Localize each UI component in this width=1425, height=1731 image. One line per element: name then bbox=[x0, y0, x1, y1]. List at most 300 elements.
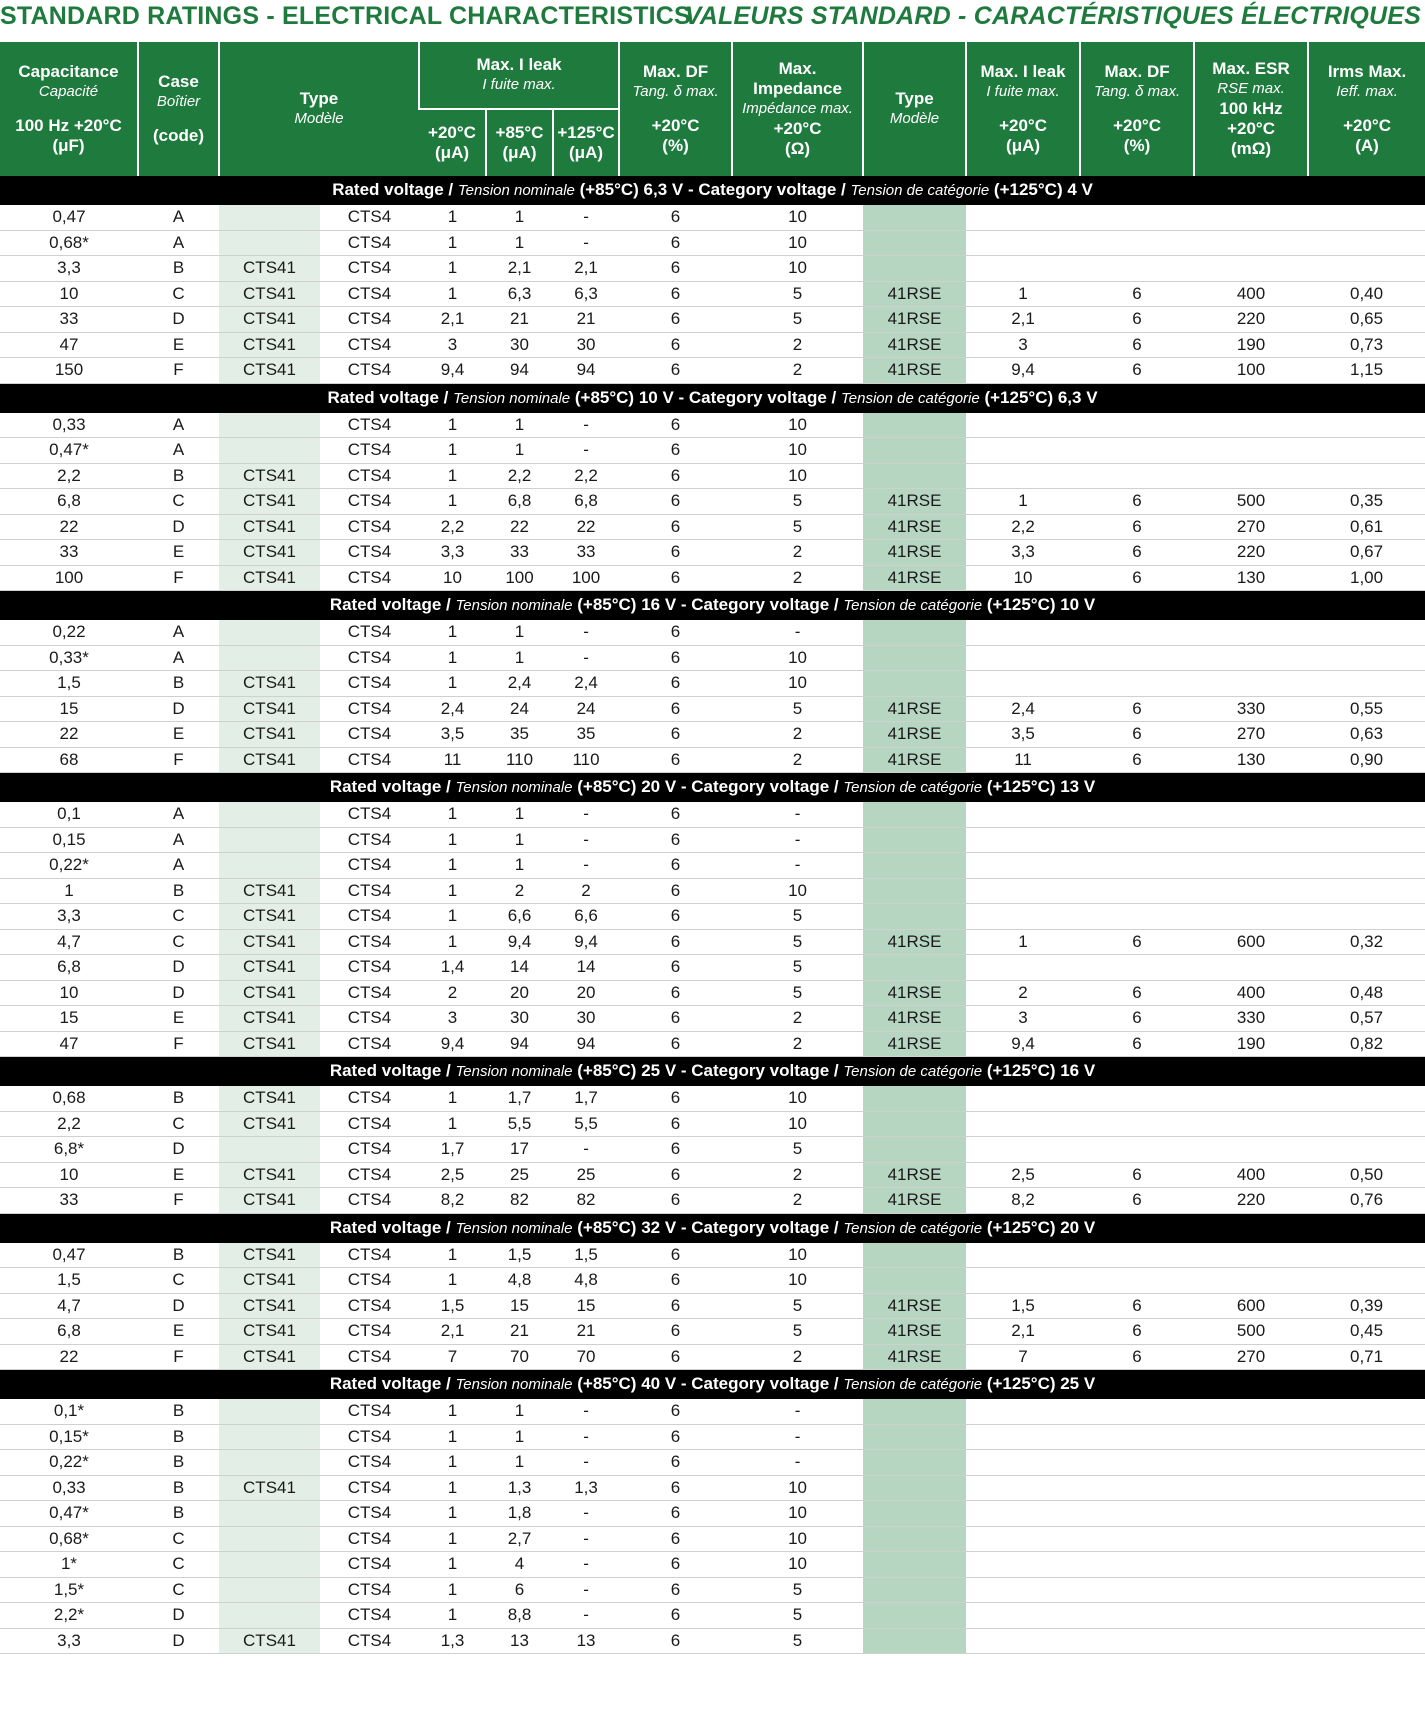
table-row bbox=[0, 358, 1425, 384]
cell-type-41rse: 41RSE bbox=[863, 1188, 966, 1214]
cell-ileak-85c: 1 bbox=[486, 230, 553, 256]
cell-ileak-85c: 6,6 bbox=[486, 904, 553, 930]
cell-df-2: 6 bbox=[1080, 358, 1194, 384]
cell-impedance: - bbox=[732, 1424, 863, 1450]
cell-type-41rse bbox=[863, 1399, 966, 1424]
table-row bbox=[0, 1399, 1425, 1424]
table-row bbox=[0, 307, 1425, 333]
cell-irms bbox=[1308, 853, 1425, 879]
cell-case: B bbox=[138, 1475, 219, 1501]
cell-impedance: 5 bbox=[732, 904, 863, 930]
cell-ileak-2 bbox=[966, 904, 1080, 930]
cell-capacitance: 0,33* bbox=[0, 645, 138, 671]
table-row bbox=[0, 205, 1425, 230]
cell-irms bbox=[1308, 802, 1425, 827]
cell-case: E bbox=[138, 1162, 219, 1188]
cell-type-41rse: 41RSE bbox=[863, 1031, 966, 1057]
cell-case: A bbox=[138, 645, 219, 671]
cell-irms bbox=[1308, 1450, 1425, 1476]
cell-esr: 130 bbox=[1194, 565, 1308, 591]
cell-irms: 0,63 bbox=[1308, 722, 1425, 748]
cell-type-41rse bbox=[863, 230, 966, 256]
cell-type-cts4: CTS4 bbox=[320, 696, 419, 722]
cell-type-41rse: 41RSE bbox=[863, 1319, 966, 1345]
cell-irms: 0,90 bbox=[1308, 747, 1425, 773]
cell-irms: 0,55 bbox=[1308, 696, 1425, 722]
cell-esr: 270 bbox=[1194, 722, 1308, 748]
cell-esr bbox=[1194, 1086, 1308, 1111]
cell-ileak-2: 9,4 bbox=[966, 1031, 1080, 1057]
table-row bbox=[0, 1188, 1425, 1214]
cell-capacitance: 47 bbox=[0, 332, 138, 358]
cell-irms: 0,65 bbox=[1308, 307, 1425, 333]
cell-df: 6 bbox=[619, 1111, 732, 1137]
cell-ileak-125c: - bbox=[553, 645, 619, 671]
cell-ileak-85c: 1 bbox=[486, 827, 553, 853]
cell-capacitance: 2,2 bbox=[0, 463, 138, 489]
cell-capacitance: 3,3 bbox=[0, 904, 138, 930]
cell-capacitance: 0,22 bbox=[0, 620, 138, 645]
cell-df-2 bbox=[1080, 645, 1194, 671]
cell-esr: 130 bbox=[1194, 747, 1308, 773]
cell-ileak-125c: 13 bbox=[553, 1628, 619, 1654]
header-capacitance: Capacitance Capacité 100 Hz +20°C (μF) bbox=[0, 42, 138, 176]
cell-ileak-2 bbox=[966, 413, 1080, 438]
table-row bbox=[0, 955, 1425, 981]
cell-type-41rse bbox=[863, 413, 966, 438]
cell-ileak-2 bbox=[966, 1399, 1080, 1424]
cell-capacitance: 1,5 bbox=[0, 671, 138, 697]
cell-type-cts41 bbox=[219, 205, 320, 230]
header-ileak-85c: +85°C (μA) bbox=[486, 109, 553, 176]
cell-ileak-125c: - bbox=[553, 1552, 619, 1578]
cell-ileak-85c: 1,8 bbox=[486, 1501, 553, 1527]
cell-df: 6 bbox=[619, 1552, 732, 1578]
cell-ileak-20c: 1 bbox=[419, 1424, 486, 1450]
cell-impedance: - bbox=[732, 802, 863, 827]
cell-df: 6 bbox=[619, 620, 732, 645]
cell-ileak-20c: 1 bbox=[419, 205, 486, 230]
table-row bbox=[0, 1268, 1425, 1294]
cell-df-2 bbox=[1080, 1111, 1194, 1137]
cell-ileak-125c: 9,4 bbox=[553, 929, 619, 955]
cell-df-2 bbox=[1080, 413, 1194, 438]
cell-type-cts4: CTS4 bbox=[320, 620, 419, 645]
header-type: Type Modèle bbox=[219, 42, 419, 176]
cell-impedance: 5 bbox=[732, 696, 863, 722]
cell-ileak-85c: 1 bbox=[486, 802, 553, 827]
cell-df: 6 bbox=[619, 489, 732, 515]
cell-ileak-85c: 22 bbox=[486, 514, 553, 540]
table-row bbox=[0, 671, 1425, 697]
cell-type-cts41: CTS41 bbox=[219, 1111, 320, 1137]
cell-esr bbox=[1194, 904, 1308, 930]
cell-ileak-20c: 1 bbox=[419, 438, 486, 464]
cell-type-41rse bbox=[863, 1577, 966, 1603]
cell-ileak-85c: 2 bbox=[486, 878, 553, 904]
cell-irms bbox=[1308, 256, 1425, 282]
cell-type-cts4: CTS4 bbox=[320, 671, 419, 697]
cell-ileak-20c: 1 bbox=[419, 489, 486, 515]
cell-ileak-85c: 4,8 bbox=[486, 1268, 553, 1294]
cell-capacitance: 22 bbox=[0, 1344, 138, 1370]
cell-capacitance: 68 bbox=[0, 747, 138, 773]
cell-capacitance: 0,33 bbox=[0, 413, 138, 438]
cell-type-cts4: CTS4 bbox=[320, 1399, 419, 1424]
cell-type-cts4: CTS4 bbox=[320, 1344, 419, 1370]
cell-type-41rse bbox=[863, 205, 966, 230]
cell-type-41rse: 41RSE bbox=[863, 565, 966, 591]
table-row bbox=[0, 489, 1425, 515]
page-title-fr: VALEURS STANDARD - CARACTÉRISTIQUES ÉLECTRIQUES bbox=[684, 2, 1421, 30]
cell-impedance: 10 bbox=[732, 1526, 863, 1552]
cell-type-cts41: CTS41 bbox=[219, 878, 320, 904]
cell-ileak-125c: - bbox=[553, 1424, 619, 1450]
cell-ileak-2 bbox=[966, 1552, 1080, 1578]
cell-ileak-85c: 30 bbox=[486, 1006, 553, 1032]
cell-df-2 bbox=[1080, 1137, 1194, 1163]
cell-type-cts4: CTS4 bbox=[320, 1031, 419, 1057]
cell-impedance: 10 bbox=[732, 878, 863, 904]
cell-type-cts41 bbox=[219, 1399, 320, 1424]
table-row bbox=[0, 853, 1425, 879]
cell-df-2 bbox=[1080, 1424, 1194, 1450]
cell-df-2 bbox=[1080, 1243, 1194, 1268]
cell-ileak-20c: 10 bbox=[419, 565, 486, 591]
cell-capacitance: 150 bbox=[0, 358, 138, 384]
cell-type-41rse: 41RSE bbox=[863, 1006, 966, 1032]
cell-df-2 bbox=[1080, 230, 1194, 256]
cell-type-41rse bbox=[863, 1628, 966, 1654]
cell-type-cts41: CTS41 bbox=[219, 332, 320, 358]
cell-ileak-85c: 2,4 bbox=[486, 671, 553, 697]
cell-impedance: - bbox=[732, 1450, 863, 1476]
cell-ileak-125c: - bbox=[553, 1450, 619, 1476]
cell-ileak-2: 11 bbox=[966, 747, 1080, 773]
cell-type-cts4: CTS4 bbox=[320, 205, 419, 230]
cell-ileak-2: 1 bbox=[966, 281, 1080, 307]
cell-impedance: 5 bbox=[732, 307, 863, 333]
cell-ileak-2: 3 bbox=[966, 332, 1080, 358]
cell-type-cts41 bbox=[219, 1501, 320, 1527]
cell-df-2: 6 bbox=[1080, 1188, 1194, 1214]
cell-esr bbox=[1194, 1501, 1308, 1527]
cell-capacitance: 0,68 bbox=[0, 1086, 138, 1111]
cell-ileak-85c: 1 bbox=[486, 853, 553, 879]
cell-case: B bbox=[138, 1243, 219, 1268]
cell-ileak-125c: 2,1 bbox=[553, 256, 619, 282]
cell-df: 6 bbox=[619, 281, 732, 307]
cell-type-41rse bbox=[863, 878, 966, 904]
cell-type-cts4: CTS4 bbox=[320, 827, 419, 853]
cell-capacitance: 100 bbox=[0, 565, 138, 591]
header-ileak-125c: +125°C (μA) bbox=[553, 109, 619, 176]
cell-case: B bbox=[138, 1424, 219, 1450]
cell-capacitance: 33 bbox=[0, 307, 138, 333]
cell-impedance: - bbox=[732, 853, 863, 879]
table-row bbox=[0, 802, 1425, 827]
cell-ileak-20c: 1 bbox=[419, 878, 486, 904]
cell-ileak-85c: 1,7 bbox=[486, 1086, 553, 1111]
ratings-table bbox=[0, 42, 1425, 1654]
cell-case: C bbox=[138, 1577, 219, 1603]
cell-ileak-2: 3,5 bbox=[966, 722, 1080, 748]
cell-type-cts4: CTS4 bbox=[320, 1552, 419, 1578]
header-type-2: Type Modèle bbox=[863, 42, 966, 176]
cell-capacitance: 10 bbox=[0, 281, 138, 307]
cell-ileak-2 bbox=[966, 438, 1080, 464]
cell-df-2 bbox=[1080, 1475, 1194, 1501]
table-row bbox=[0, 929, 1425, 955]
cell-df-2 bbox=[1080, 1399, 1194, 1424]
cell-impedance: 2 bbox=[732, 1188, 863, 1214]
cell-irms bbox=[1308, 1526, 1425, 1552]
cell-case: D bbox=[138, 1628, 219, 1654]
cell-type-cts4: CTS4 bbox=[320, 955, 419, 981]
table-row bbox=[0, 747, 1425, 773]
cell-case: A bbox=[138, 827, 219, 853]
cell-df: 6 bbox=[619, 955, 732, 981]
cell-type-cts41 bbox=[219, 1603, 320, 1629]
cell-capacitance: 4,7 bbox=[0, 929, 138, 955]
table-row bbox=[0, 1603, 1425, 1629]
cell-df-2 bbox=[1080, 463, 1194, 489]
cell-df-2 bbox=[1080, 853, 1194, 879]
cell-irms: 0,57 bbox=[1308, 1006, 1425, 1032]
cell-df: 6 bbox=[619, 904, 732, 930]
cell-df: 6 bbox=[619, 802, 732, 827]
cell-ileak-85c: 6 bbox=[486, 1577, 553, 1603]
cell-df-2 bbox=[1080, 827, 1194, 853]
cell-ileak-85c: 82 bbox=[486, 1188, 553, 1214]
cell-df: 6 bbox=[619, 1188, 732, 1214]
cell-ileak-20c: 1 bbox=[419, 1243, 486, 1268]
table-row bbox=[0, 1006, 1425, 1032]
cell-capacitance: 22 bbox=[0, 514, 138, 540]
cell-type-41rse bbox=[863, 904, 966, 930]
cell-ileak-125c: - bbox=[553, 1501, 619, 1527]
cell-case: F bbox=[138, 1344, 219, 1370]
cell-type-cts4: CTS4 bbox=[320, 1137, 419, 1163]
cell-type-cts4: CTS4 bbox=[320, 1628, 419, 1654]
cell-capacitance: 1* bbox=[0, 1552, 138, 1578]
cell-impedance: 5 bbox=[732, 1577, 863, 1603]
section-heading bbox=[0, 383, 1425, 413]
cell-irms: 0,50 bbox=[1308, 1162, 1425, 1188]
cell-impedance: 5 bbox=[732, 1137, 863, 1163]
cell-case: C bbox=[138, 489, 219, 515]
cell-ileak-2 bbox=[966, 1111, 1080, 1137]
cell-ileak-20c: 1 bbox=[419, 645, 486, 671]
cell-impedance: 5 bbox=[732, 514, 863, 540]
cell-ileak-20c: 1,7 bbox=[419, 1137, 486, 1163]
cell-type-cts41: CTS41 bbox=[219, 540, 320, 566]
cell-ileak-125c: 21 bbox=[553, 1319, 619, 1345]
cell-type-41rse: 41RSE bbox=[863, 929, 966, 955]
cell-impedance: 2 bbox=[732, 1031, 863, 1057]
cell-type-cts4: CTS4 bbox=[320, 438, 419, 464]
cell-case: C bbox=[138, 904, 219, 930]
cell-ileak-20c: 3 bbox=[419, 332, 486, 358]
cell-type-cts41 bbox=[219, 1424, 320, 1450]
cell-type-41rse bbox=[863, 438, 966, 464]
cell-irms: 0,71 bbox=[1308, 1344, 1425, 1370]
cell-capacitance: 0,33 bbox=[0, 1475, 138, 1501]
cell-ileak-125c: 6,6 bbox=[553, 904, 619, 930]
cell-impedance: 10 bbox=[732, 1501, 863, 1527]
cell-type-cts41 bbox=[219, 1577, 320, 1603]
cell-type-cts4: CTS4 bbox=[320, 878, 419, 904]
cell-esr bbox=[1194, 1552, 1308, 1578]
cell-df: 6 bbox=[619, 1268, 732, 1294]
cell-type-41rse: 41RSE bbox=[863, 307, 966, 333]
cell-case: F bbox=[138, 565, 219, 591]
table-row bbox=[0, 1552, 1425, 1578]
cell-df-2: 6 bbox=[1080, 929, 1194, 955]
table-row bbox=[0, 256, 1425, 282]
cell-type-cts4: CTS4 bbox=[320, 1319, 419, 1345]
cell-capacitance: 4,7 bbox=[0, 1293, 138, 1319]
cell-capacitance: 1 bbox=[0, 878, 138, 904]
cell-ileak-125c: 110 bbox=[553, 747, 619, 773]
cell-ileak-2 bbox=[966, 1628, 1080, 1654]
cell-impedance: 10 bbox=[732, 1552, 863, 1578]
cell-esr bbox=[1194, 1475, 1308, 1501]
cell-irms bbox=[1308, 671, 1425, 697]
cell-ileak-125c: 5,5 bbox=[553, 1111, 619, 1137]
cell-type-cts4: CTS4 bbox=[320, 281, 419, 307]
cell-capacitance: 6,8 bbox=[0, 489, 138, 515]
table-row bbox=[0, 230, 1425, 256]
cell-ileak-85c: 100 bbox=[486, 565, 553, 591]
cell-type-cts41 bbox=[219, 620, 320, 645]
cell-type-cts4: CTS4 bbox=[320, 463, 419, 489]
cell-esr bbox=[1194, 802, 1308, 827]
cell-impedance: 10 bbox=[732, 230, 863, 256]
cell-impedance: 5 bbox=[732, 929, 863, 955]
cell-case: D bbox=[138, 307, 219, 333]
cell-type-cts41: CTS41 bbox=[219, 929, 320, 955]
cell-capacitance: 2,2 bbox=[0, 1111, 138, 1137]
cell-irms: 0,76 bbox=[1308, 1188, 1425, 1214]
cell-ileak-125c: 1,7 bbox=[553, 1086, 619, 1111]
cell-case: A bbox=[138, 853, 219, 879]
cell-esr: 100 bbox=[1194, 358, 1308, 384]
cell-df: 6 bbox=[619, 1137, 732, 1163]
cell-capacitance: 15 bbox=[0, 1006, 138, 1032]
cell-df: 6 bbox=[619, 1319, 732, 1345]
cell-impedance: 5 bbox=[732, 955, 863, 981]
section-heading-text: Rated voltage / Tension nominale (+85°C) 25 V - Category voltage / Tension de catégorie (+125°C) 16 V bbox=[0, 1057, 1425, 1087]
cell-capacitance: 3,3 bbox=[0, 1628, 138, 1654]
cell-ileak-125c: 30 bbox=[553, 332, 619, 358]
cell-ileak-85c: 14 bbox=[486, 955, 553, 981]
table-row bbox=[0, 1501, 1425, 1527]
cell-df: 6 bbox=[619, 1450, 732, 1476]
cell-case: A bbox=[138, 413, 219, 438]
cell-case: B bbox=[138, 1501, 219, 1527]
cell-df-2 bbox=[1080, 878, 1194, 904]
cell-irms: 0,61 bbox=[1308, 514, 1425, 540]
cell-type-cts41: CTS41 bbox=[219, 1628, 320, 1654]
cell-type-cts41: CTS41 bbox=[219, 358, 320, 384]
cell-df: 6 bbox=[619, 929, 732, 955]
cell-impedance: 10 bbox=[732, 256, 863, 282]
cell-df-2 bbox=[1080, 1552, 1194, 1578]
table-row bbox=[0, 1162, 1425, 1188]
cell-type-41rse bbox=[863, 1475, 966, 1501]
cell-ileak-20c: 3,5 bbox=[419, 722, 486, 748]
cell-ileak-20c: 1 bbox=[419, 1399, 486, 1424]
table-row bbox=[0, 1086, 1425, 1111]
cell-ileak-125c: 1,3 bbox=[553, 1475, 619, 1501]
cell-ileak-20c: 1,4 bbox=[419, 955, 486, 981]
cell-ileak-2 bbox=[966, 1243, 1080, 1268]
cell-case: E bbox=[138, 332, 219, 358]
cell-ileak-125c: 2,4 bbox=[553, 671, 619, 697]
cell-ileak-20c: 1 bbox=[419, 1268, 486, 1294]
cell-ileak-125c: 94 bbox=[553, 1031, 619, 1057]
cell-type-cts4: CTS4 bbox=[320, 980, 419, 1006]
cell-ileak-85c: 2,7 bbox=[486, 1526, 553, 1552]
cell-ileak-20c: 1 bbox=[419, 1450, 486, 1476]
cell-type-41rse: 41RSE bbox=[863, 1293, 966, 1319]
cell-ileak-2: 3 bbox=[966, 1006, 1080, 1032]
cell-df-2: 6 bbox=[1080, 281, 1194, 307]
cell-ileak-85c: 13 bbox=[486, 1628, 553, 1654]
cell-df-2 bbox=[1080, 1450, 1194, 1476]
table-row bbox=[0, 722, 1425, 748]
cell-irms bbox=[1308, 878, 1425, 904]
cell-irms: 0,40 bbox=[1308, 281, 1425, 307]
cell-case: D bbox=[138, 1603, 219, 1629]
cell-type-41rse: 41RSE bbox=[863, 489, 966, 515]
cell-type-cts4: CTS4 bbox=[320, 747, 419, 773]
cell-type-cts4: CTS4 bbox=[320, 1243, 419, 1268]
cell-type-cts41: CTS41 bbox=[219, 1006, 320, 1032]
cell-df-2: 6 bbox=[1080, 1344, 1194, 1370]
cell-ileak-125c: 25 bbox=[553, 1162, 619, 1188]
cell-irms bbox=[1308, 1552, 1425, 1578]
cell-type-cts41 bbox=[219, 1450, 320, 1476]
table-row bbox=[0, 1293, 1425, 1319]
section-heading-text: Rated voltage / Tension nominale (+85°C) 40 V - Category voltage / Tension de catégorie (+125°C) 25 V bbox=[0, 1370, 1425, 1400]
cell-type-cts41: CTS41 bbox=[219, 1293, 320, 1319]
cell-type-41rse: 41RSE bbox=[863, 696, 966, 722]
cell-esr bbox=[1194, 1577, 1308, 1603]
cell-ileak-85c: 1 bbox=[486, 1450, 553, 1476]
cell-ileak-125c: 33 bbox=[553, 540, 619, 566]
cell-esr bbox=[1194, 645, 1308, 671]
cell-type-cts4: CTS4 bbox=[320, 565, 419, 591]
cell-df-2 bbox=[1080, 620, 1194, 645]
cell-ileak-85c: 6,8 bbox=[486, 489, 553, 515]
cell-ileak-20c: 9,4 bbox=[419, 1031, 486, 1057]
cell-ileak-125c: - bbox=[553, 853, 619, 879]
cell-df-2 bbox=[1080, 1086, 1194, 1111]
cell-type-cts4: CTS4 bbox=[320, 1603, 419, 1629]
cell-df: 6 bbox=[619, 1086, 732, 1111]
cell-case: D bbox=[138, 955, 219, 981]
cell-type-41rse: 41RSE bbox=[863, 358, 966, 384]
cell-df-2 bbox=[1080, 1628, 1194, 1654]
cell-type-41rse: 41RSE bbox=[863, 332, 966, 358]
cell-type-cts41: CTS41 bbox=[219, 955, 320, 981]
cell-ileak-20c: 1 bbox=[419, 904, 486, 930]
cell-type-41rse bbox=[863, 1424, 966, 1450]
cell-ileak-85c: 25 bbox=[486, 1162, 553, 1188]
cell-type-cts4: CTS4 bbox=[320, 1006, 419, 1032]
